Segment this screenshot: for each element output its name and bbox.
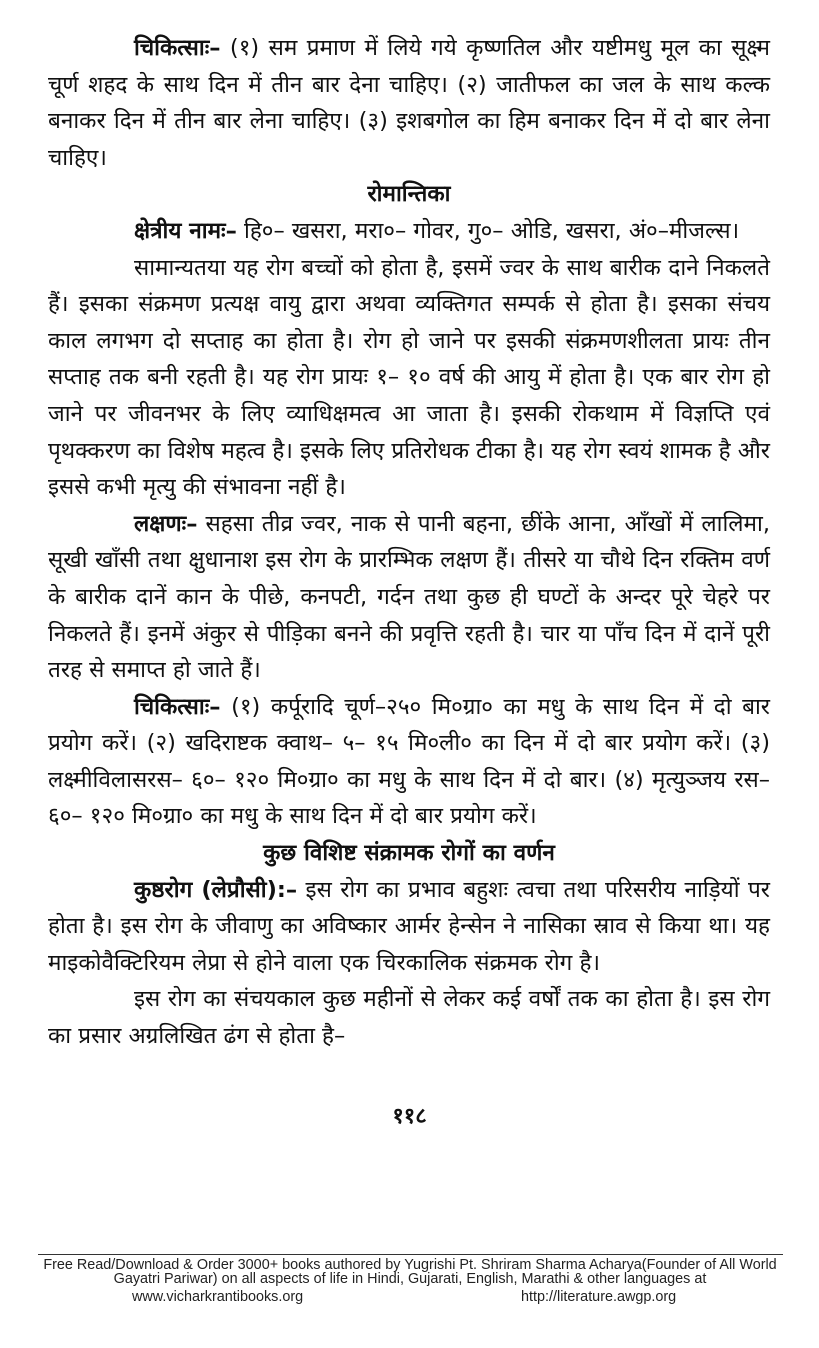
incubation-paragraph: इस रोग का संचयकाल कुछ महीनों से लेकर कई वर्षों तक का होता है। इस रोग का प्रसार अग्रलिखित ढंग से होता है– (48, 986, 770, 1050)
leprosy-paragraph (48, 872, 770, 982)
footer-link-awgp[interactable]: http://literature.awgp.org (521, 1289, 677, 1305)
footer-divider (38, 1254, 783, 1255)
treatment-paragraph-1 (48, 30, 770, 176)
measles-description-paragraph: सामान्यतया यह रोग बच्चों को होता है, इसमें ज्वर के साथ बारीक दाने निकलते हैं। इसका संक्रमण प्रत्यक्ष वायु द्वारा अथवा व्यक्तिगत सम्पर्क से होता है। इसका संचय काल लगभग दो सप्ताह का होता है। रोग हो जाने पर इसकी संक्रमणशीलता प्रायः तीन सप्ताह तक बनी रहती है। यह रोग प्रायः १– १० वर्ष की आयु में होता है। एक बार रोग हो जाने पर जीवनभर के लिए व्याधिक्षमत्व आ जाता है। इसकी रोकथाम में विज्ञप्ति एवं पृथक्करण का विशेष महत्व है। इसके लिए प्रतिरोधक टीका है। यह रोग स्वयं शामक है और इससे कभी मृत्यु की संभावना नहीं है। (48, 254, 771, 501)
treatment-text: (१) सम प्रमाण में लिये गये कृष्णतिल और यष्टीमधु मूल का सूक्ष्म चूर्ण शहद के साथ दिन में तीन बार देना चाहिए। (२) जातीफल का जल के साथ कल्क बनाकर दिन में तीन बार लेना चाहिए। (३) इशबगोल का हिम बनाकर दिन में दो बार लेना चाहिए। (48, 35, 770, 171)
symptoms-paragraph (48, 506, 770, 689)
regional-names-heading: क्षेत्रीय नामः– (134, 217, 237, 244)
treatment-text: (१) कर्पूरादि चूर्ण–२५० मि०ग्रा० का मधु के साथ दिन में दो बार प्रयोग करें। (२) खदिराष्टक क्वाथ– ५– १५ मि०ली० का दिन में दो बार प्रयोग करें। (३) लक्ष्मीविलासरस– ६०– १२० मि०ग्रा० का मधु के साथ दिन में दो बार। (४) मृत्युञ्जय रस– ६०– १२० मि०ग्रा० का मधु के साथ दिन में दो बार प्रयोग करें। (48, 693, 770, 830)
symptoms-heading: लक्षणः– (134, 510, 198, 537)
regional-names-text: हि०– खसरा, मरा०– गोवर, गु०– ओडि, खसरा, अं०–मीजल्स। (236, 217, 740, 244)
page-number: ११८ (392, 1104, 427, 1129)
symptoms-text: सहसा तीव्र ज्वर, नाक से पानी बहना, छींके आना, आँखों में लालिमा, सूखी खाँसी तथा क्षुधानाश इस रोग के प्रारम्भिक लक्षण हैं। तीसरे या चौथे दिन रक्तिम वर्ण के बारीक दानें कान के पीछे, कनपटी, गर्दन तथा कुछ ही घण्टों के अन्दर पूरे चेहरे पर निकलते हैं। इनमें अंकुर से पीड़िका बनने की प्रवृत्ति रहती है। चार या पाँच दिन में दानें पूरी तरह से समाप्त हो जाते हैं। (48, 510, 770, 684)
section-title-measles: रोमान्तिका (367, 181, 451, 208)
footer-link-vicharkranti[interactable]: www.vicharkrantibooks.org (132, 1289, 304, 1305)
leprosy-heading: कुष्ठरोग (लेप्रौसी):– (134, 876, 298, 903)
treatment-paragraph-2 (48, 689, 770, 835)
footer-note: Free Read/Download & Order 3000+ books authored by Yugrishi Pt. Shriram Sharma Acharya(Founder of All World Gayatri Pariwar) on all aspects of life in Hindi, Gujarati, English, Marathi & other languages at (43, 1257, 777, 1287)
treatment-heading: चिकित्साः– (134, 35, 221, 61)
treatment-heading: चिकित्साः– (134, 693, 221, 720)
page-body (48, 30, 770, 1055)
section-title-special-diseases: कुछ विशिष्ट संक्रामक रोगों का वर्णन (263, 840, 555, 867)
leprosy-text: इस रोग का प्रभाव बहुशः त्वचा तथा परिसरीय नाड़ियों पर होता है। इस रोग के जीवाणु का अविष्कार आर्मर हेन्सेन ने नासिका स्राव से किया था। यह माइकोवैक्टिरियम लेप्रा से होने वाला एक चिरकालिक संक्रमक रोग है। (48, 876, 770, 976)
regional-names-paragraph (48, 213, 770, 250)
